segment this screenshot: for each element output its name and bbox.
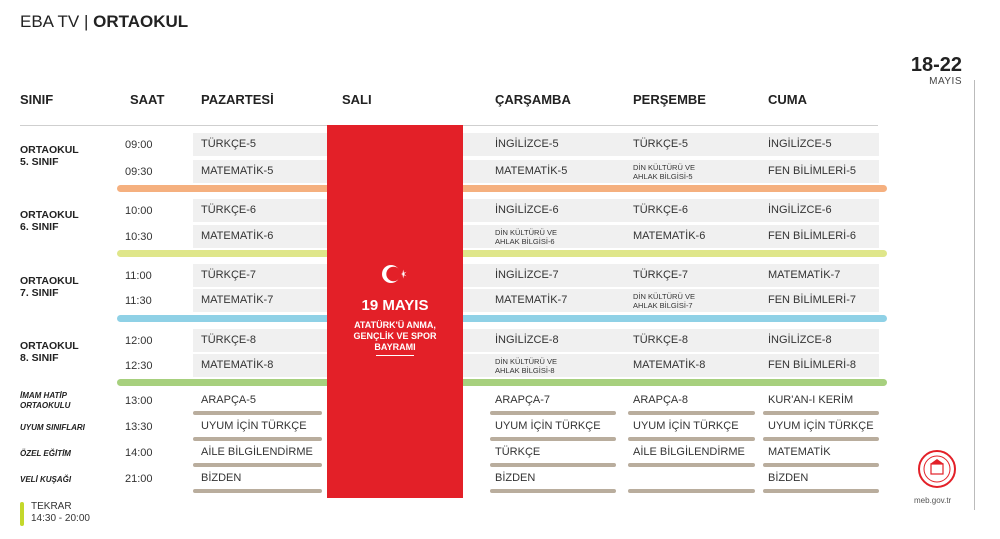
row-underline (193, 489, 322, 493)
row-underline (628, 489, 755, 493)
lesson-cell: MATEMATİK-6 (201, 230, 274, 242)
row-underline (490, 489, 616, 493)
title-separator: | (79, 12, 94, 31)
lesson-cell: İNGİLİZCE-5 (495, 138, 559, 150)
lesson-cell: DİN KÜLTÜRÜ VE AHLAK BİLGİSİ-5 (633, 163, 695, 181)
lesson-cell: MATEMATİK-7 (495, 294, 568, 306)
section-title: ORTAOKUL (93, 12, 189, 31)
lesson-cell: TÜRKÇE-5 (633, 138, 689, 150)
page-title (20, 12, 188, 32)
lesson-cell: MATEMATİK (768, 446, 831, 458)
time-cell: 13:00 (125, 395, 153, 407)
row-underline (628, 463, 755, 467)
lesson-cell: TÜRKÇE (495, 446, 541, 458)
lesson-cell: İNGİLİZCE-5 (768, 138, 832, 150)
group-label-8: ORTAOKUL 8. SINIF (20, 340, 79, 364)
meb-logo-icon (918, 450, 956, 488)
lesson-cell: TÜRKÇE-7 (201, 269, 257, 281)
time-cell: 11:00 (125, 270, 152, 282)
row-underline (763, 489, 879, 493)
lesson-cell: BİZDEN (768, 472, 809, 484)
lesson-cell: BİZDEN (201, 472, 242, 484)
lesson-cell: AİLE BİLGİLENDİRME (201, 446, 313, 458)
lesson-cell: DİN KÜLTÜRÜ VE AHLAK BİLGİSİ-7 (633, 292, 695, 310)
separator-green (117, 379, 887, 386)
lesson-cell: FEN BİLİMLERİ-6 (768, 230, 857, 242)
extra-label-uyum: UYUM SINIFLARI (20, 423, 85, 432)
lesson-cell: MATEMATİK-5 (201, 165, 274, 177)
lesson-cell: KUR'AN-I KERİM (768, 394, 854, 406)
time-cell: 09:30 (125, 166, 153, 178)
lesson-cell: İNGİLİZCE-6 (495, 204, 559, 216)
extra-label-veli: VELİ KUŞAĞI (20, 475, 72, 484)
lesson-cell: TÜRKÇE-8 (633, 334, 689, 346)
holiday-title: ATATÜRK'Ü ANMA, GENÇLİK VE SPOR BAYRAMI (353, 320, 437, 352)
time-cell: 11:30 (125, 295, 152, 307)
col-header-carsamba: ÇARŞAMBA (495, 92, 571, 107)
lesson-cell: UYUM İÇİN TÜRKÇE (633, 420, 739, 432)
lesson-cell: MATEMATİK-7 (201, 294, 274, 306)
lesson-cell: İNGİLİZCE-7 (495, 269, 559, 281)
group-label-7: ORTAOKUL 7. SINIF (20, 275, 79, 299)
holiday-date: 19 MAYIS (361, 297, 429, 314)
time-cell: 09:00 (125, 139, 153, 151)
col-header-persembe: PERŞEMBE (633, 92, 706, 107)
lesson-cell: DİN KÜLTÜRÜ VE AHLAK BİLGİSİ-6 (495, 228, 557, 246)
extra-label-ozel-egitim: ÖZEL EĞİTİM (20, 449, 71, 458)
lesson-cell: AİLE BİLGİLENDİRME (633, 446, 745, 458)
time-cell: 21:00 (125, 473, 153, 485)
lesson-cell: MATEMATİK-7 (768, 269, 841, 281)
col-header-sali: SALI (342, 92, 372, 107)
lesson-cell: UYUM İÇİN TÜRKÇE (495, 420, 601, 432)
lesson-cell: FEN BİLİMLERİ-5 (768, 165, 857, 177)
lesson-cell: MATEMATİK-6 (633, 230, 706, 242)
separator-blue (117, 315, 887, 322)
lesson-cell: İNGİLİZCE-8 (495, 334, 559, 346)
time-cell: 12:00 (125, 335, 153, 347)
time-cell: 13:30 (125, 421, 153, 433)
holiday-underline (376, 355, 414, 356)
group-label-5: ORTAOKUL 5. SINIF (20, 144, 79, 168)
time-cell: 10:30 (125, 231, 153, 243)
lesson-cell: TÜRKÇE-6 (201, 204, 257, 216)
separator-orange (117, 185, 887, 192)
lesson-cell: ARAPÇA-5 (201, 394, 257, 406)
lesson-cell: BİZDEN (495, 472, 536, 484)
time-cell: 14:00 (125, 447, 153, 459)
date-range: 18-22 (910, 54, 962, 76)
col-header-sinif: SINIF (20, 92, 54, 107)
lesson-cell: FEN BİLİMLERİ-8 (768, 359, 857, 371)
lesson-cell: UYUM İÇİN TÜRKÇE (201, 420, 307, 432)
lesson-cell: UYUM İÇİN TÜRKÇE (768, 420, 874, 432)
right-divider (974, 80, 975, 510)
lesson-cell: FEN BİLİMLERİ-7 (768, 294, 857, 306)
lesson-cell: İNGİLİZCE-8 (768, 334, 832, 346)
time-cell: 10:00 (125, 205, 153, 217)
col-header-pazartesi: PAZARTESİ (201, 92, 274, 107)
lesson-cell: DİN KÜLTÜRÜ VE AHLAK BİLGİSİ-8 (495, 357, 557, 375)
brand-label: EBA TV (20, 12, 80, 31)
separator-yellow (117, 250, 887, 257)
extra-label-imam-hatip: İMAM HATİP ORTAOKULU (20, 391, 71, 410)
lesson-cell: İNGİLİZCE-6 (768, 204, 832, 216)
lesson-cell: MATEMATİK-8 (633, 359, 706, 371)
time-cell: 12:30 (125, 360, 153, 372)
turkish-flag-crescent-icon (379, 262, 411, 286)
lesson-cell: MATEMATİK-5 (495, 165, 568, 177)
col-header-saat: SAAT (130, 92, 165, 107)
lesson-cell: TÜRKÇE-7 (633, 269, 689, 281)
lesson-cell: ARAPÇA-8 (633, 394, 689, 406)
footer-site: meb.gov.tr (914, 496, 952, 505)
repeat-info: TEKRAR 14:30 - 20:00 (31, 501, 90, 524)
lesson-cell: ARAPÇA-7 (495, 394, 551, 406)
holiday-block (327, 125, 463, 498)
date-month: MAYIS (929, 76, 962, 87)
lesson-cell: MATEMATİK-8 (201, 359, 274, 371)
lesson-cell: TÜRKÇE-6 (633, 204, 689, 216)
group-label-6: ORTAOKUL 6. SINIF (20, 209, 79, 233)
repeat-marker (20, 502, 24, 526)
lesson-cell: TÜRKÇE-8 (201, 334, 257, 346)
col-header-cuma: CUMA (768, 92, 807, 107)
lesson-cell: TÜRKÇE-5 (201, 138, 257, 150)
date-range-box (911, 54, 962, 87)
